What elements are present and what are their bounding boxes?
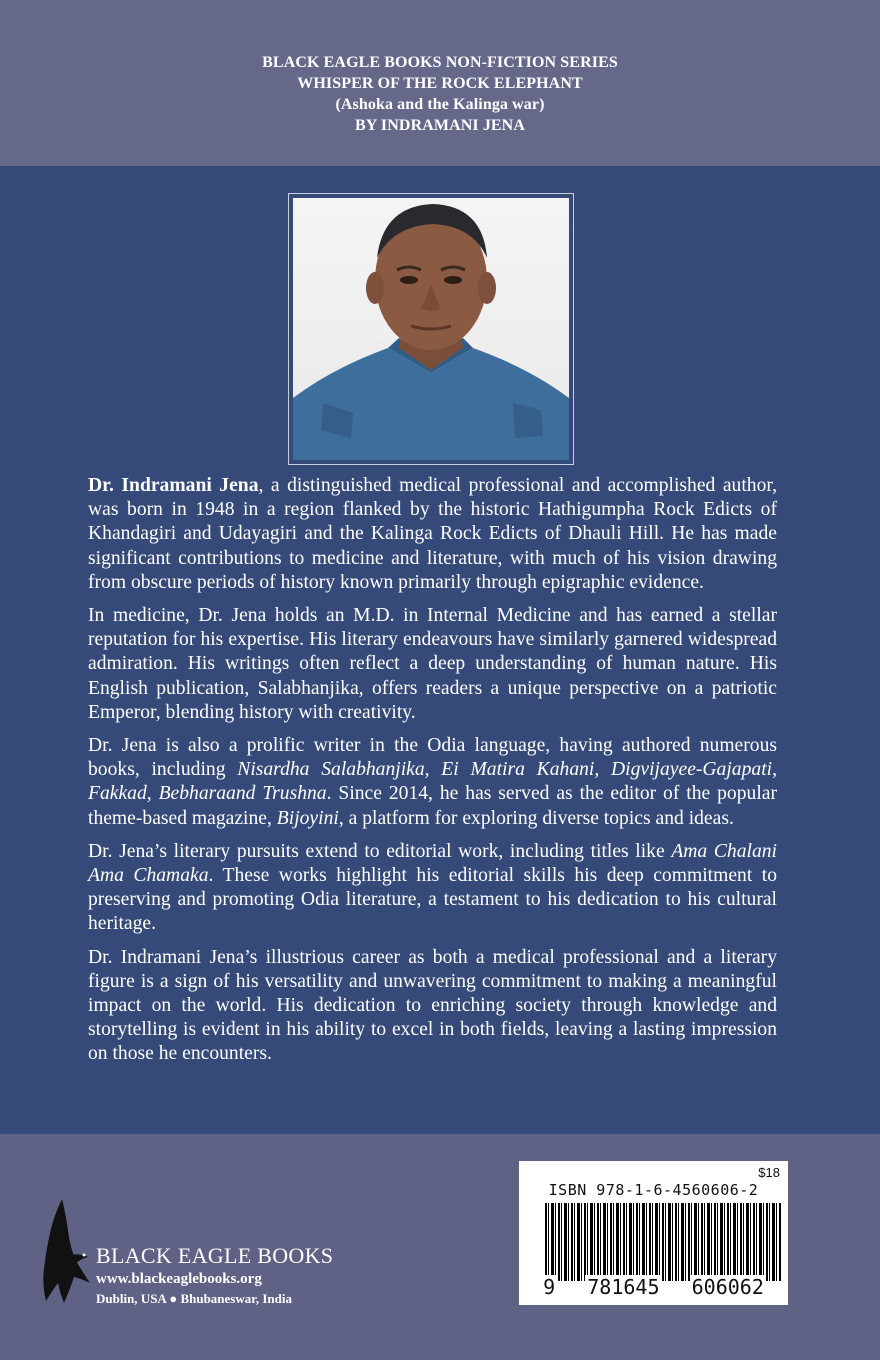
isbn-barcode-box — [519, 1161, 788, 1305]
author-photo-frame — [288, 193, 574, 465]
barcode-bars — [545, 1203, 781, 1281]
author-portrait-icon — [293, 198, 569, 460]
odia-book-titles: Nisardha Salabhanjika, Ei Matira Kahani, Digvijayee-Gajapati, Fakkad, Bebharaand Trushna — [88, 759, 777, 805]
barcode-digit-group: 9 — [543, 1275, 556, 1299]
bio-text: , a platform for exploring diverse topics and ideas. — [338, 807, 734, 829]
bio-paragraph-3 — [88, 734, 777, 831]
bio-text: . These works highlight his editorial skills his deep commitment to preserving and promoting Odia literature, a testament to his dedication to his cultural heritage. — [88, 865, 777, 935]
bio-text: , a distinguished medical professional and accomplished author, was born in 1948 in a region flanked by the historic Hathigumpha Rock Edicts of Khandagiri and Udayagiri and the Kalinga Rock Edicts of Dhauli Hill. He has made significant contributions to medicine and literature, with much of his vision drawing from obscure periods of history known primarily through epigraphic evidence. — [88, 475, 778, 593]
book-subtitle: (Ashoka and the Kalinga war) — [335, 96, 545, 113]
bio-paragraph-2: In medicine, Dr. Jena holds an M.D. in Internal Medicine and has earned a stellar reputation for his expertise. His literary endeavours have similarly garnered widespread admiration. His writings often reflect a deep understanding of human nature. His English publication, Salabhanjika, offers readers a unique perspective on a patriotic Emperor, blending history with creativity. — [88, 605, 777, 723]
bio-paragraph-5: Dr. Indramani Jena’s illustrious career as both a medical professional and a literary figure is a sign of his versatility and unwavering commitment to making a meaningful impact on the world. His dedication to enriching society through knowledge and storytelling is evident in his ability to excel in both fields, leaving a lasting impression on those he encounters. — [88, 946, 777, 1065]
publisher-name: BLACK EAGLE BOOKS — [96, 1243, 334, 1268]
barcode-digit-group: 606062 — [691, 1275, 764, 1299]
barcode-digit-group: 781645 — [587, 1275, 660, 1299]
author-biography — [88, 474, 777, 1076]
bio-paragraph-1 — [88, 474, 777, 595]
publisher-locations: Dublin, USA ● Bhubaneswar, India — [96, 1291, 292, 1306]
author-photo — [293, 198, 569, 460]
eagle-icon — [40, 1195, 96, 1305]
price-label: $18 — [758, 1165, 780, 1180]
author-line: BY INDRAMANI JENA — [355, 117, 525, 134]
edited-title: Ama Chalani Ama Chamaka — [88, 840, 777, 887]
series-heading — [0, 52, 880, 136]
publisher-block — [40, 1195, 360, 1315]
book-title: WHISPER OF THE ROCK ELEPHANT — [297, 75, 583, 92]
isbn-number: ISBN 978-1-6-4560606-2 — [548, 1181, 759, 1199]
magazine-title: Bijoyini — [276, 807, 339, 829]
barcode-digits — [519, 1275, 788, 1299]
bio-paragraph-4 — [88, 840, 777, 937]
bio-text: . Since 2014, he has served as the editor of the popular theme-based magazine, — [88, 783, 777, 829]
author-name: Dr. Indramani Jena — [88, 475, 259, 496]
series-name: BLACK EAGLE BOOKS NON-FICTION SERIES — [262, 54, 618, 71]
publisher-website[interactable]: www.blackeaglebooks.org — [96, 1271, 262, 1287]
bio-text: Dr. Jena is also a prolific writer in the Odia language, having authored numerous books, including — [88, 735, 777, 781]
bio-text: Dr. Jena’s literary pursuits extend to editorial work, including titles like — [88, 840, 672, 862]
